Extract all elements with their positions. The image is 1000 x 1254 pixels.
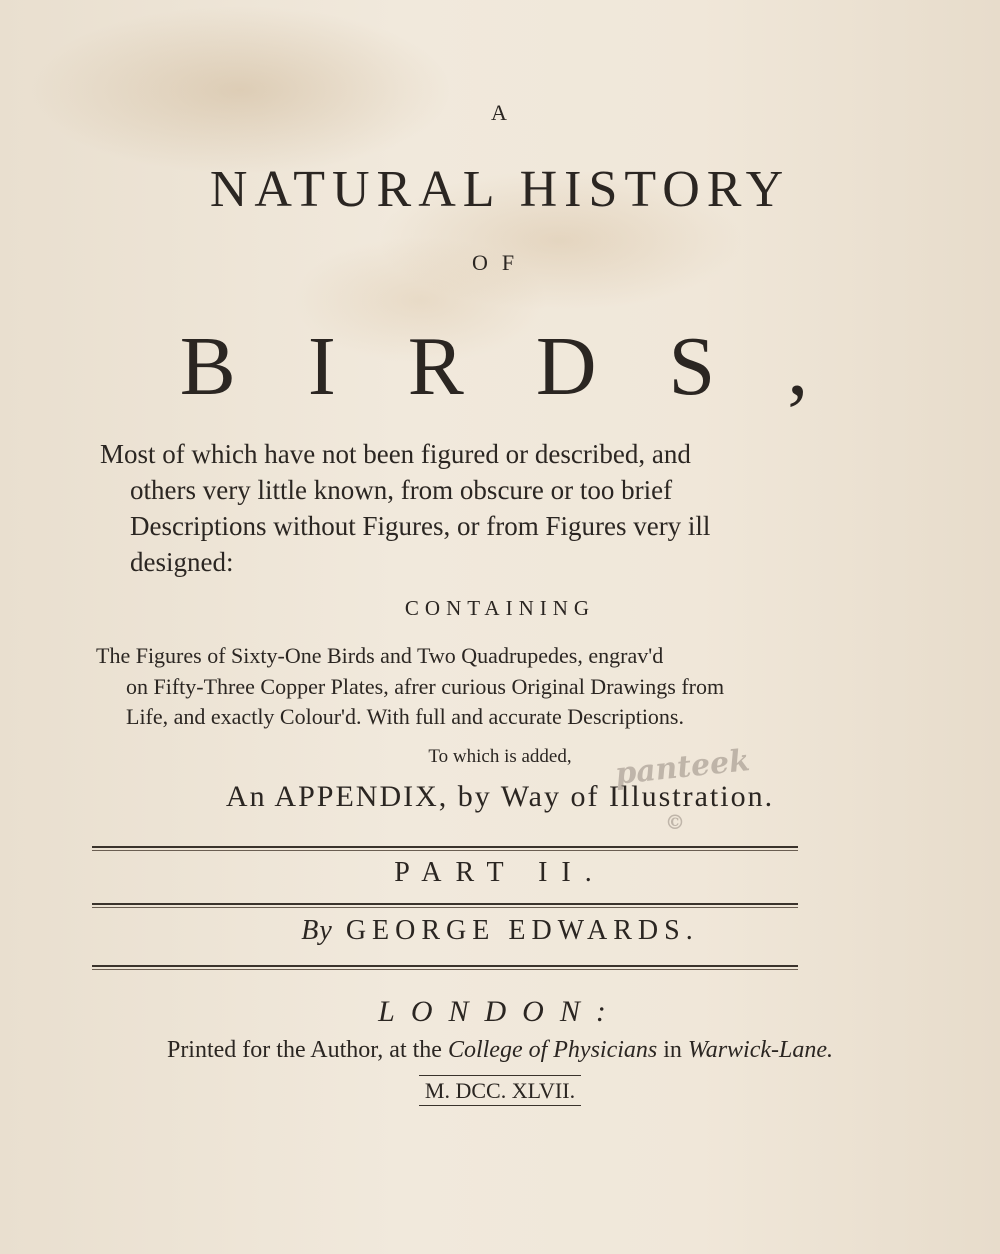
city-line: LONDON:	[378, 995, 622, 1028]
figures-line-2: on Fifty-Three Copper Plates, afrer curious Original Drawings from	[126, 674, 725, 699]
subtitle-line-2: others very little known, from obscure or too brief	[130, 475, 673, 505]
containing-heading: CONTAINING	[404, 596, 596, 620]
by-word: By	[301, 915, 333, 946]
article-a: A	[491, 100, 509, 125]
rule-bottom	[92, 965, 798, 967]
author-line	[0, 915, 1000, 947]
appendix-line: An APPENDIX, by Way of Illustration.	[225, 780, 775, 813]
subtitle-line-1: Most of which have not been figured or described, and	[100, 439, 691, 469]
rule-middle	[92, 903, 798, 905]
of-line: OF	[471, 250, 529, 275]
figures-line-1: The Figures of Sixty-One Birds and Two Quadrupedes, engrav'd	[96, 643, 664, 668]
author-name: GEORGE EDWARDS.	[345, 915, 699, 946]
date-text: M. DCC. XLVII.	[419, 1075, 581, 1106]
figures-line-3: Life, and exactly Colour'd. With full and accurate Descriptions.	[126, 704, 684, 729]
watermark-text: panteek	[613, 743, 752, 792]
printed-pre: Printed for the Author, at the	[166, 1037, 442, 1063]
birds-title: BIRDS,	[179, 320, 881, 413]
main-title: NATURAL HISTORY	[209, 161, 791, 218]
subtitle-line-3: Descriptions without Figures, or from Figures very ill	[130, 511, 711, 541]
printed-place: College of Physicians	[447, 1037, 658, 1063]
subtitle-line-4: designed:	[130, 547, 234, 577]
added-line: To which is added,	[428, 746, 572, 767]
watermark	[605, 720, 765, 840]
part-heading: PART II.	[394, 857, 606, 888]
printed-line	[0, 1037, 1000, 1064]
printed-mid: in	[663, 1037, 682, 1063]
rule-top	[92, 846, 798, 848]
printed-street: Warwick-Lane.	[687, 1037, 834, 1063]
copyright-icon: ©	[665, 810, 685, 834]
date-line	[0, 1078, 1000, 1104]
